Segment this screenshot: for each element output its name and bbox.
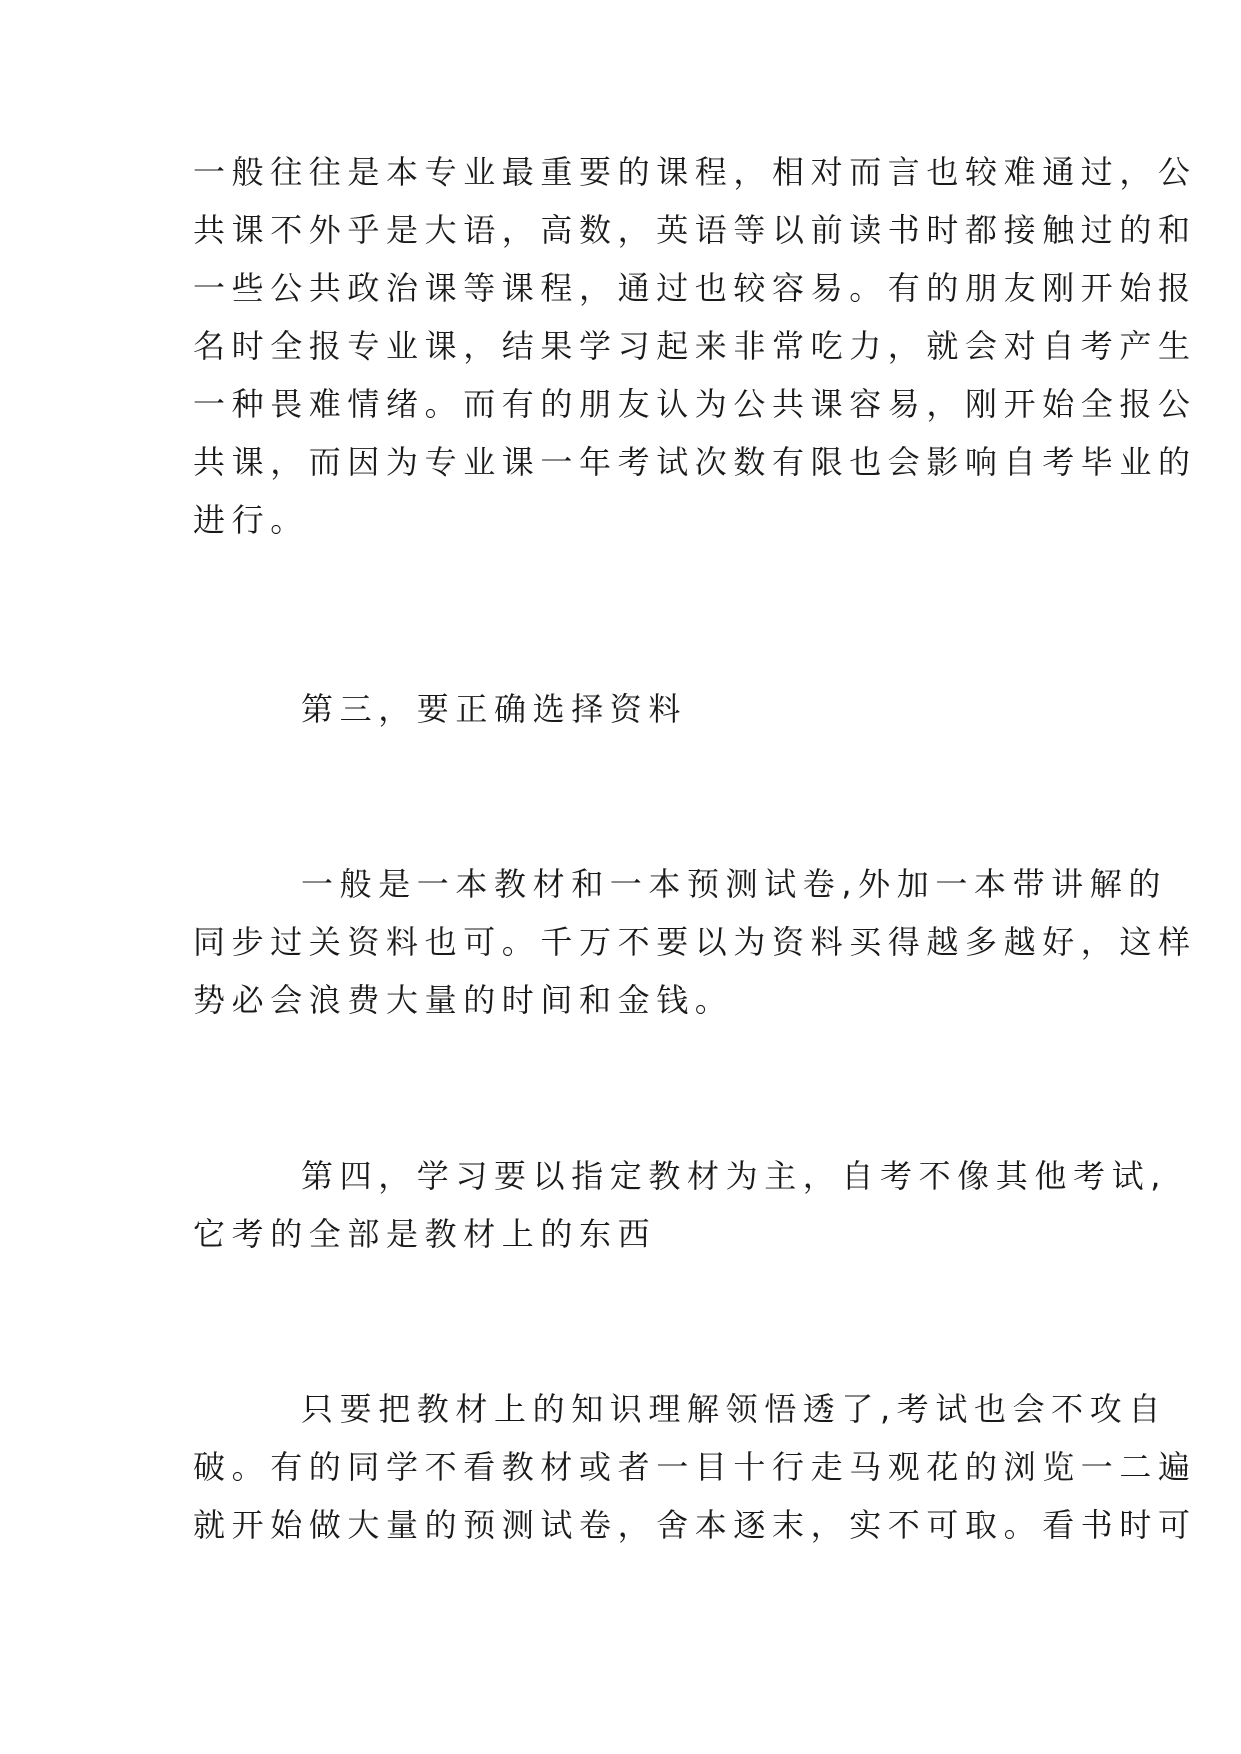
- text-line: 它考的全部是教材上的东西: [193, 1215, 657, 1253]
- text-line: 破。有的同学不看教材或者一目十行走马观花的浏览一二遍: [193, 1448, 1197, 1486]
- text-line: 进行。: [193, 501, 309, 539]
- text-line: 第四，学习要以指定教材为主，自考不像其他考试,: [301, 1157, 1167, 1195]
- paragraph-course-types: [193, 143, 1197, 549]
- heading-third-point: [193, 680, 1055, 738]
- text-line: 只要把教材上的知识理解领悟透了,考试也会不攻自: [301, 1390, 1167, 1428]
- text-line: 名时全报专业课，结果学习起来非常吃力，就会对自考产生: [193, 327, 1197, 365]
- text-line: 一种畏难情绪。而有的朋友认为公共课容易，刚开始全报公: [193, 385, 1197, 423]
- text-line: 就开始做大量的预测试卷，舍本逐末，实不可取。看书时可: [193, 1506, 1197, 1544]
- text-line: 共课，而因为专业课一年考试次数有限也会影响自考毕业的: [193, 443, 1197, 481]
- text-line: 共课不外乎是大语，高数，英语等以前读书时都接触过的和: [193, 211, 1197, 249]
- paragraph-textbook-study: [193, 1380, 1197, 1554]
- text-line: 同步过关资料也可。千万不要以为资料买得越多越好，这样: [193, 923, 1197, 961]
- text-line: 一些公共政治课等课程，通过也较容易。有的朋友刚开始报: [193, 269, 1197, 307]
- text-line: 势必会浪费大量的时间和金钱。: [193, 981, 734, 1019]
- text-line: 一般是一本教材和一本预测试卷,外加一本带讲解的: [301, 865, 1167, 903]
- heading-fourth-point: [193, 1147, 1167, 1263]
- paragraph-materials: [193, 855, 1197, 1029]
- text-line: 第三，要正确选择资料: [301, 690, 688, 728]
- text-line: 一般往往是本专业最重要的课程，相对而言也较难通过，公: [193, 153, 1197, 191]
